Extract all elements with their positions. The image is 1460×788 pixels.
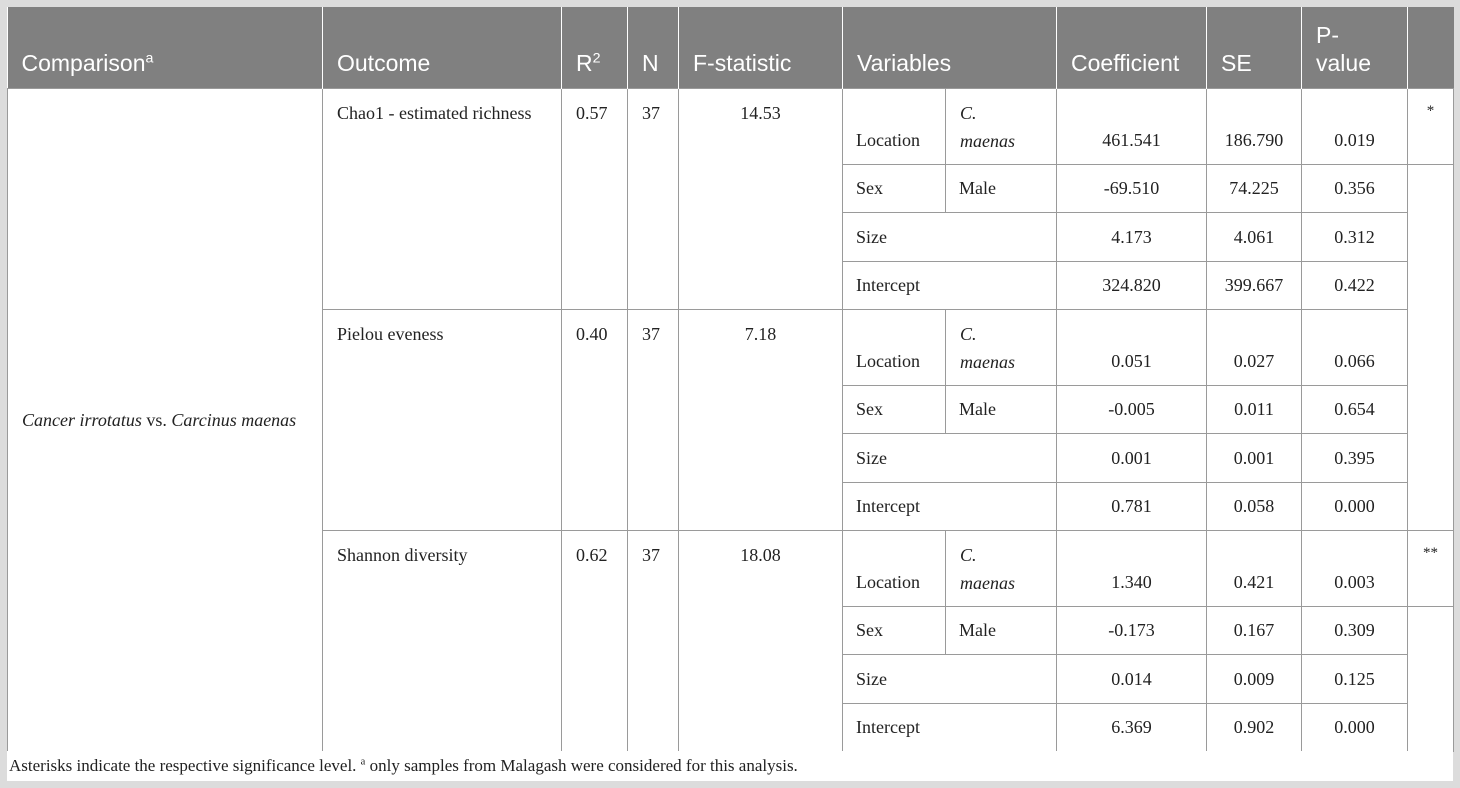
coef-cell: 1.340 <box>1057 531 1207 607</box>
level-cell: Male <box>946 386 1057 434</box>
significance-cell <box>1408 607 1454 752</box>
variable-cell: Size <box>843 434 1057 483</box>
pvalue-cell: 0.395 <box>1302 434 1408 483</box>
outcome-cell: Pielou eveness <box>323 310 562 531</box>
header-se: SE <box>1207 7 1302 89</box>
level-cell: Male <box>946 607 1057 655</box>
pvalue-cell: 0.312 <box>1302 213 1408 262</box>
pvalue-cell: 0.066 <box>1302 310 1408 386</box>
header-sig <box>1408 7 1454 89</box>
level-cell: C. maenas <box>946 89 1057 165</box>
header-outcome: Outcome <box>323 7 562 89</box>
se-cell: 0.902 <box>1207 704 1302 752</box>
variable-cell: Sex <box>843 607 946 655</box>
se-cell: 0.001 <box>1207 434 1302 483</box>
variable-cell: Location <box>843 531 946 607</box>
outcome-cell: Chao1 - estimated richness <box>323 89 562 310</box>
header-comparison: Comparison$^a$ <box>8 7 323 89</box>
variable-cell: Intercept <box>843 262 1057 310</box>
variable-cell: Size <box>843 213 1057 262</box>
n-cell: 37 <box>628 89 679 310</box>
se-cell: 74.225 <box>1207 165 1302 213</box>
fstat-cell: 7.18 <box>679 310 843 531</box>
r2-cell: 0.62 <box>562 531 628 752</box>
coef-cell: 461.541 <box>1057 89 1207 165</box>
se-cell: 0.421 <box>1207 531 1302 607</box>
pvalue-cell: 0.654 <box>1302 386 1408 434</box>
variable-cell: Sex <box>843 386 946 434</box>
header-pvalue: P- value <box>1302 7 1408 89</box>
header-r2: $R^2$ <box>562 7 628 89</box>
coef-cell: 6.369 <box>1057 704 1207 752</box>
significance-cell: ** <box>1408 531 1454 607</box>
level-cell: Male <box>946 165 1057 213</box>
se-cell: 4.061 <box>1207 213 1302 262</box>
n-cell: 37 <box>628 531 679 752</box>
coef-cell: 0.001 <box>1057 434 1207 483</box>
regression-table <box>7 7 1454 752</box>
coef-cell: 0.051 <box>1057 310 1207 386</box>
se-cell: 0.009 <box>1207 655 1302 704</box>
se-cell: 0.058 <box>1207 483 1302 531</box>
pvalue-cell: 0.000 <box>1302 483 1408 531</box>
se-cell: 0.011 <box>1207 386 1302 434</box>
r2-cell: 0.57 <box>562 89 628 310</box>
se-cell: 0.167 <box>1207 607 1302 655</box>
header-variables: Variables <box>843 7 1057 89</box>
r2-cell: 0.40 <box>562 310 628 531</box>
pvalue-cell: 0.003 <box>1302 531 1408 607</box>
level-cell: C. maenas <box>946 310 1057 386</box>
table-row <box>8 89 1454 165</box>
coef-cell: -0.173 <box>1057 607 1207 655</box>
pvalue-cell: 0.000 <box>1302 704 1408 752</box>
significance-cell <box>1408 165 1454 531</box>
se-cell: 399.667 <box>1207 262 1302 310</box>
pvalue-cell: 0.422 <box>1302 262 1408 310</box>
coef-cell: 0.014 <box>1057 655 1207 704</box>
significance-cell: * <box>1408 89 1454 165</box>
variable-cell: Location <box>843 89 946 165</box>
header-row <box>8 7 1454 89</box>
coef-cell: 324.820 <box>1057 262 1207 310</box>
n-cell: 37 <box>628 310 679 531</box>
variable-cell: Location <box>843 310 946 386</box>
level-cell: C. maenas <box>946 531 1057 607</box>
variable-cell: Sex <box>843 165 946 213</box>
coef-cell: -69.510 <box>1057 165 1207 213</box>
outcome-cell: Shannon diversity <box>323 531 562 752</box>
fstat-cell: 14.53 <box>679 89 843 310</box>
pvalue-cell: 0.356 <box>1302 165 1408 213</box>
pvalue-cell: 0.309 <box>1302 607 1408 655</box>
coef-cell: 4.173 <box>1057 213 1207 262</box>
se-cell: 186.790 <box>1207 89 1302 165</box>
variable-cell: Size <box>843 655 1057 704</box>
se-cell: 0.027 <box>1207 310 1302 386</box>
coef-cell: -0.005 <box>1057 386 1207 434</box>
table-footnote: Asterisks indicate the respective significance level. $^a$ only samples from Malagash were considered for this analysis. <box>7 751 1453 781</box>
fstat-cell: 18.08 <box>679 531 843 752</box>
header-coefficient: Coefficient <box>1057 7 1207 89</box>
comparison-cell: Cancer irrotatus vs. Carcinus maenas <box>8 89 323 752</box>
header-n: N <box>628 7 679 89</box>
header-fstat: F-statistic <box>679 7 843 89</box>
coef-cell: 0.781 <box>1057 483 1207 531</box>
pvalue-cell: 0.019 <box>1302 89 1408 165</box>
pvalue-cell: 0.125 <box>1302 655 1408 704</box>
variable-cell: Intercept <box>843 483 1057 531</box>
variable-cell: Intercept <box>843 704 1057 752</box>
